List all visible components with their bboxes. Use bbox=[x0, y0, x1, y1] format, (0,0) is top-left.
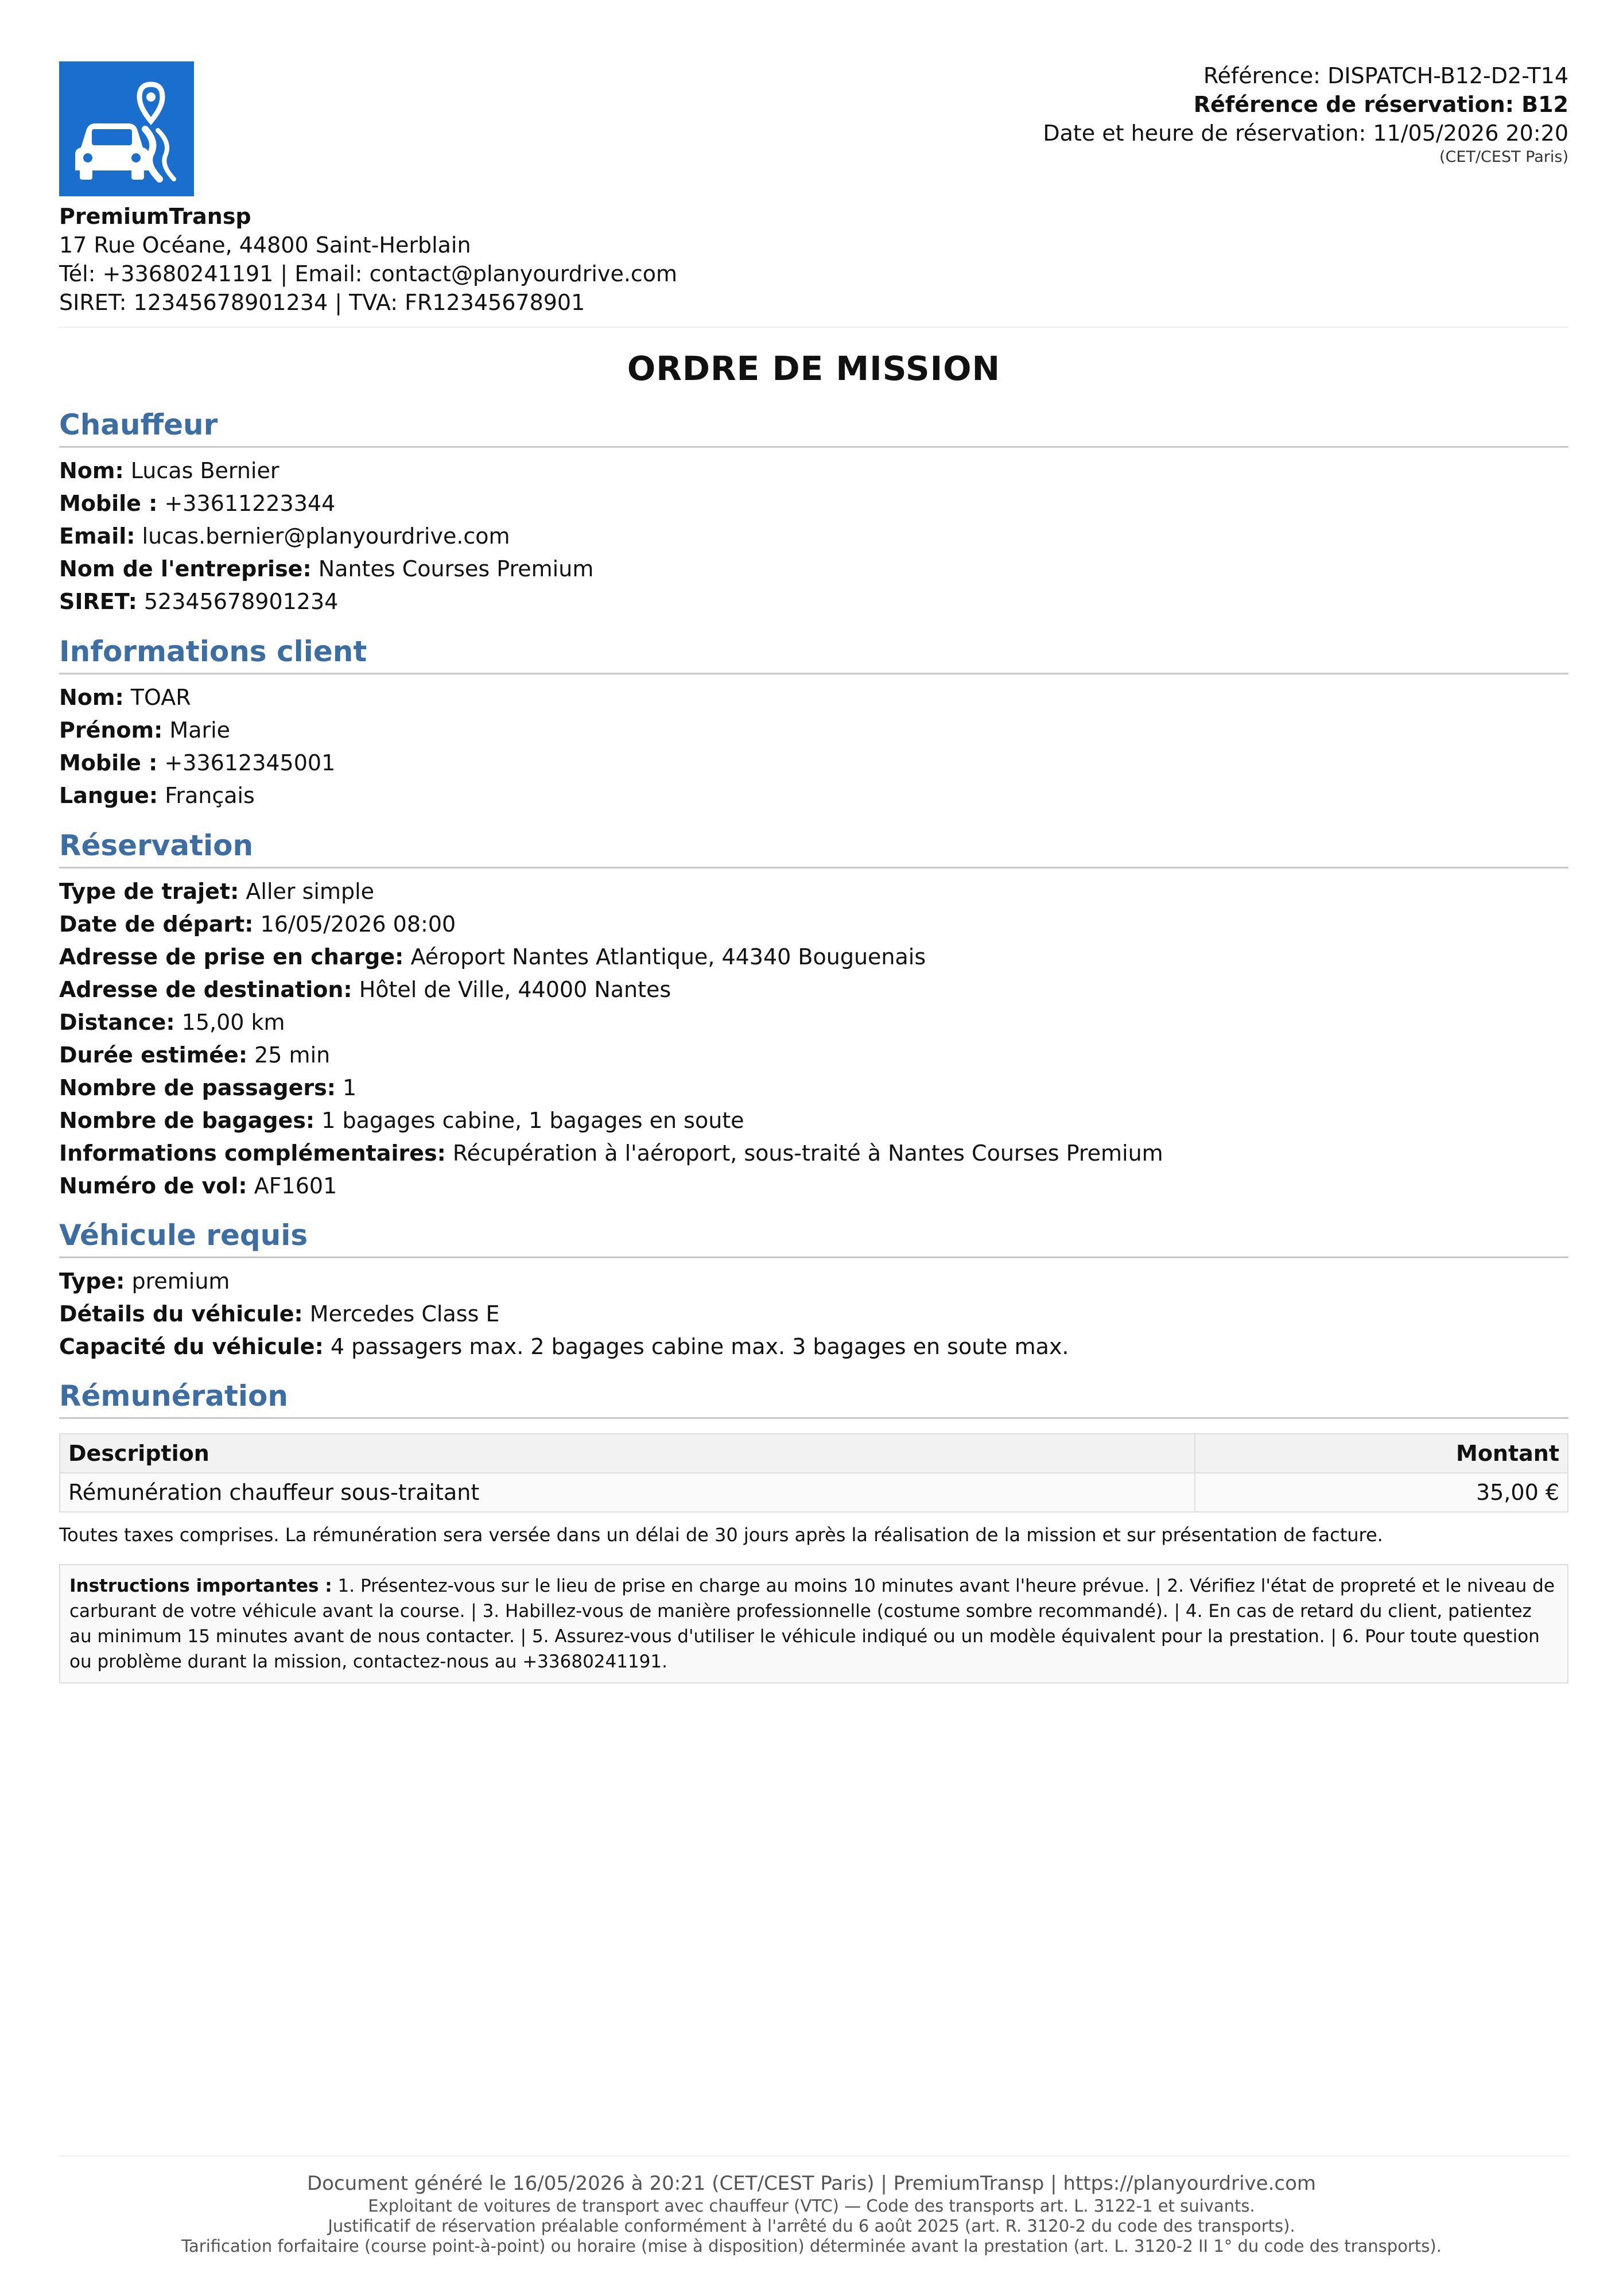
field-label: Mobile : bbox=[59, 491, 158, 516]
field-label: Adresse de destination: bbox=[59, 977, 352, 1002]
field-value: 52345678901234 bbox=[143, 589, 339, 614]
field-row bbox=[59, 1170, 1568, 1203]
table-row bbox=[60, 1473, 1568, 1512]
field-row bbox=[59, 1039, 1568, 1072]
field-value: TOAR bbox=[130, 685, 191, 710]
document-footer bbox=[0, 2171, 1623, 2256]
field-value: 4 passagers max. 2 bagages cabine max. 3 bagages en soute max. bbox=[330, 1334, 1069, 1359]
field-value: Hôtel de Ville, 44000 Nantes bbox=[359, 977, 671, 1002]
field-label: Nombre de bagages: bbox=[59, 1108, 315, 1133]
section-heading: Réservation bbox=[59, 827, 1568, 868]
company-address: 17 Rue Océane, 44800 Saint-Herblain bbox=[59, 232, 471, 258]
section-heading: Chauffeur bbox=[59, 406, 1568, 448]
field-row bbox=[59, 908, 1568, 941]
field-label: Détails du véhicule: bbox=[59, 1301, 303, 1327]
section-heading: Informations client bbox=[59, 633, 1568, 674]
section-heading: Véhicule requis bbox=[59, 1216, 1568, 1258]
field-list bbox=[59, 1265, 1568, 1363]
booking-reference: Référence de réservation: B12 bbox=[1193, 92, 1568, 117]
field-row bbox=[59, 875, 1568, 908]
field-label: Langue: bbox=[59, 783, 158, 808]
instructions-label: Instructions importantes : bbox=[69, 1576, 332, 1596]
footer-legal-3: Tarification forfaitaire (course point-à-point) ou horaire (mise à disposition) déterminée avant la prestation (art. L. 3120-2 II 1° du code des transports). bbox=[181, 2236, 1442, 2256]
field-value: Nantes Courses Premium bbox=[318, 556, 594, 581]
remuneration-table bbox=[59, 1433, 1568, 1512]
cell-amount: 35,00 € bbox=[1195, 1473, 1568, 1512]
instructions-text: 1. Présentez-vous sur le lieu de prise en charge au moins 10 minutes avant l'heure prévue. | 2. Vérifiez l'état de propreté et le niveau de carburant de votre véhicule avant la course. | 3. Habillez-vous de manière professionnelle (costume sombre recommandé). | 4. En cas de retard du client, patientez au minimum 15 minutes avant de nous contacter. | 5. Assurez-vous d'utiliser le véhicule indiqué ou un modèle équivalent pour la prestation. | 6. Pour toute question ou problème durant la mission, contactez-nous au +33680241191. bbox=[69, 1576, 1555, 1672]
company-contact: Tél: +33680241191 | Email: contact@planyourdrive.com bbox=[59, 261, 678, 286]
section-reservation bbox=[59, 827, 1568, 1203]
field-value: 16/05/2026 08:00 bbox=[260, 912, 456, 937]
footer-generated: Document généré le 16/05/2026 à 20:21 (CET/CEST Paris) | PremiumTransp | https://planyourdrive.com bbox=[306, 2172, 1317, 2195]
field-label: Nom: bbox=[59, 685, 124, 710]
field-value: 1 bbox=[343, 1075, 357, 1100]
company-name: PremiumTransp bbox=[59, 204, 251, 229]
field-row bbox=[59, 1298, 1568, 1331]
field-row bbox=[59, 1006, 1568, 1039]
footer-divider bbox=[59, 2155, 1568, 2157]
field-row bbox=[59, 455, 1568, 487]
field-label: Informations complémentaires: bbox=[59, 1141, 446, 1166]
field-row bbox=[59, 714, 1568, 747]
field-row bbox=[59, 520, 1568, 553]
field-label: Numéro de vol: bbox=[59, 1173, 247, 1199]
field-label: Nom: bbox=[59, 458, 124, 483]
company-legal: SIRET: 12345678901234 | TVA: FR12345678901 bbox=[59, 290, 585, 315]
field-label: Prénom: bbox=[59, 718, 163, 743]
section-remuneration bbox=[59, 1377, 1568, 1684]
field-row bbox=[59, 1137, 1568, 1170]
header-divider bbox=[59, 327, 1568, 328]
field-row bbox=[59, 681, 1568, 714]
field-value: Mercedes Class E bbox=[309, 1301, 500, 1327]
column-header-description: Description bbox=[60, 1434, 1195, 1473]
field-row bbox=[59, 1331, 1568, 1363]
field-value: Aller simple bbox=[246, 879, 375, 904]
field-list bbox=[59, 455, 1568, 618]
field-value: lucas.bernier@planyourdrive.com bbox=[142, 523, 510, 549]
field-value: +33611223344 bbox=[164, 491, 336, 516]
section-vehicle bbox=[59, 1216, 1568, 1363]
payment-note: Toutes taxes comprises. La rémunération sera versée dans un délai de 30 jours après la réalisation de la mission et sur présentation de facture. bbox=[59, 1524, 1383, 1546]
field-row bbox=[59, 974, 1568, 1006]
footer-legal-1: Exploitant de voitures de transport avec chauffeur (VTC) — Code des transports art. L. 3122-1 et suivants. bbox=[368, 2196, 1255, 2216]
field-list bbox=[59, 681, 1568, 812]
field-value: Aéroport Nantes Atlantique, 44340 Bouguenais bbox=[410, 944, 926, 969]
field-row bbox=[59, 585, 1568, 618]
field-row bbox=[59, 1072, 1568, 1104]
field-label: Nombre de passagers: bbox=[59, 1075, 336, 1100]
field-value: Français bbox=[165, 783, 255, 808]
company-logo bbox=[59, 61, 194, 196]
company-info bbox=[59, 202, 677, 317]
field-value: +33612345001 bbox=[164, 750, 336, 775]
field-row bbox=[59, 747, 1568, 779]
document-page bbox=[59, 61, 1568, 1672]
document-header bbox=[59, 61, 1568, 314]
dispatch-reference: Référence: DISPATCH-B12-D2-T14 bbox=[1203, 63, 1568, 88]
field-label: Mobile : bbox=[59, 750, 158, 775]
section-heading: Rémunération bbox=[59, 1377, 1568, 1419]
field-label: Type de trajet: bbox=[59, 879, 239, 904]
field-label: Distance: bbox=[59, 1010, 175, 1035]
field-value: 25 min bbox=[254, 1042, 331, 1068]
field-value: 15,00 km bbox=[181, 1010, 285, 1035]
section-client bbox=[59, 633, 1568, 812]
table-header-row bbox=[60, 1434, 1568, 1473]
cell-description: Rémunération chauffeur sous-traitant bbox=[60, 1473, 1195, 1512]
field-label: Durée estimée: bbox=[59, 1042, 248, 1068]
field-row bbox=[59, 553, 1568, 585]
field-value: Lucas Bernier bbox=[130, 458, 279, 483]
reference-block bbox=[1043, 61, 1568, 167]
field-row bbox=[59, 487, 1568, 520]
car-location-icon bbox=[59, 61, 194, 196]
field-label: Email: bbox=[59, 523, 135, 549]
instructions-box bbox=[59, 1564, 1568, 1684]
field-label: Date de départ: bbox=[59, 912, 254, 937]
field-value: premium bbox=[131, 1269, 230, 1294]
field-label: SIRET: bbox=[59, 589, 137, 614]
field-label: Adresse de prise en charge: bbox=[59, 944, 404, 969]
field-label: Nom de l'entreprise: bbox=[59, 556, 312, 581]
column-header-amount: Montant bbox=[1195, 1434, 1568, 1473]
field-row bbox=[59, 779, 1568, 812]
footer-legal-2: Justificatif de réservation préalable conformément à l'arrêté du 6 août 2025 (art. R. 3120-2 du code des transports). bbox=[328, 2216, 1295, 2236]
field-row bbox=[59, 941, 1568, 974]
field-value: Récupération à l'aéroport, sous-traité à Nantes Courses Premium bbox=[452, 1141, 1163, 1166]
field-value: Marie bbox=[169, 718, 231, 743]
field-row bbox=[59, 1104, 1568, 1137]
section-chauffeur bbox=[59, 406, 1568, 618]
field-list bbox=[59, 875, 1568, 1203]
field-value: 1 bagages cabine, 1 bagages en soute bbox=[321, 1108, 744, 1133]
field-row bbox=[59, 1265, 1568, 1298]
field-label: Type: bbox=[59, 1269, 125, 1294]
field-value: AF1601 bbox=[254, 1173, 337, 1199]
timezone-note: (CET/CEST Paris) bbox=[1439, 148, 1568, 166]
field-label: Capacité du véhicule: bbox=[59, 1334, 324, 1359]
booking-datetime: Date et heure de réservation: 11/05/2026 20:20 bbox=[1043, 121, 1568, 146]
document-title: ORDRE DE MISSION bbox=[627, 349, 1001, 388]
